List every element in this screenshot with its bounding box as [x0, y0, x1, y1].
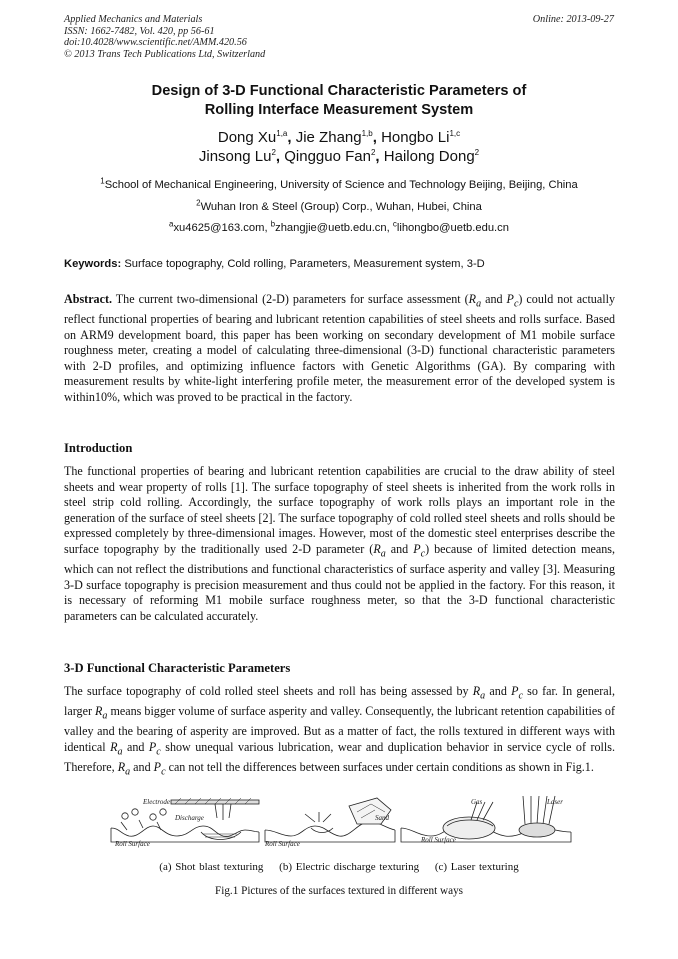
journal-doi: doi:10.4028/www.scientific.net/AMM.420.56 — [64, 37, 247, 49]
journal-copyright: © 2013 Trans Tech Publications Ltd, Switzerland — [64, 48, 266, 60]
label-roll-surface-a: Roll Surface — [115, 840, 150, 848]
journal-name: Applied Mechanics and Materials — [64, 14, 203, 25]
keywords-label: Keywords: — [64, 258, 122, 270]
author-name: Qingguo Fan — [284, 148, 371, 165]
keywords-text: Surface topography, Cold rolling, Parameters, Measurement system, 3-D — [124, 258, 485, 270]
introduction-paragraph: The functional properties of bearing and lubricant retention capabilities are crucial to the draw ability of steel sheets and wear property of rolls [1]. The surface topography of steel sheets is inherited from the work rolls in steel strip cold rolling. Accordingly, the surface topography of work rolls plays an important role in the generation of the surface of steel sheets [2]. The surface topography of cold rolled steel sheets and rolls should be expressed completely by three-dimensional images. However, most of the domestic steel enterprises describe the surface topography by the traditionally used 2-D parameter ($R_a$ and $P_c$) because of limited detection means, which can not reflect the distributions and functional characteristics of surface asperity and valley [3]. Measuring 3-D surface topography is precision measurement and thus could not be applied in the factory. For this reason, it is necessary of reforming M1 mobile surface roughness meter, so that the 3-D functional characteristic parameters can be calculated accurately. — [64, 464, 615, 623]
texturing-diagram-svg — [105, 790, 575, 852]
figure-caption: Fig.1 Pictures of the surfaces textured in different ways — [214, 885, 464, 897]
journal-header — [64, 14, 265, 60]
author-sup: 2 — [370, 148, 376, 157]
keywords — [64, 257, 616, 271]
author-sup: 1,a — [276, 129, 288, 138]
laser-spot — [519, 823, 555, 837]
label-roll-surface-c: Roll Surface — [421, 836, 456, 844]
label-roll-surface-b: Roll Surface — [265, 840, 300, 848]
journal-issn: ISSN: 1662-7482, Vol. 420, pp 56-61 — [64, 25, 215, 37]
shot-particle — [150, 814, 156, 820]
affiliation-2: $^2$Wuhan Iron & Steel (Group) Corp., Wuhan, Hubei, China — [196, 198, 482, 213]
author-sup: 1,c — [449, 129, 461, 138]
subcaption-c: (c) Laser texturing — [434, 861, 519, 873]
subcaption-a: (a) Shot blast texturing — [159, 861, 264, 873]
figure-subcaptions — [64, 861, 614, 874]
authors-line-1: Dong Xu$^{1,a}$, Jie Zhang$^{1,b}$, Hongbo Li$^{1,c}$ — [217, 129, 461, 146]
author-list — [64, 128, 614, 166]
label-laser: Laser — [547, 798, 563, 806]
email-link[interactable]: zhangjie@uetb.edu.cn — [275, 222, 387, 234]
author-name: Dong Xu — [217, 129, 277, 146]
abstract-label: Abstract. — [64, 292, 113, 306]
authors-line-2: Jinsong Lu$^2$, Qingguo Fan$^2$, Hailong Dong$^2$ — [198, 148, 480, 165]
author-sup: 2 — [474, 148, 480, 157]
author-name: Jie Zhang — [295, 129, 362, 146]
author-sup: 2 — [271, 148, 276, 157]
author-name: Jinsong Lu — [198, 148, 272, 165]
author-emails: $^a$xu4625@163.com, $^b$zhangjie@uetb.edu.cn, $^c$lihongbo@uetb.edu.cn — [169, 219, 509, 234]
shot-particle — [160, 809, 166, 815]
section-heading-3d-parameters: 3-D Functional Characteristic Parameters — [64, 661, 291, 675]
paper-title — [64, 82, 614, 120]
affiliation-1: $^1$School of Mechanical Engineering, University of Science and Technology Beijing, Beijing, China — [100, 176, 578, 191]
label-gas: Gas — [471, 798, 483, 806]
label-discharge: Discharge — [175, 814, 204, 822]
shot-particle — [132, 809, 138, 815]
author-name: Hailong Dong — [383, 148, 475, 165]
shot-particle — [122, 813, 128, 819]
author-sup: 1,b — [361, 129, 373, 138]
abstract: Abstract. The current two-dimensional (2-D) parameters for surface assessment ($R_a$ and $P_c$) could not actually reflect functional properties of bearing and lubricant retention capabilities of steel sheets and rolls surface. Based on ARM9 development board, this paper has been working on secondary development of M1 mobile surface roughness meter, creating a model of calculating three-dimensional (3-D) functional characteristic parameters with 2-D profiles, and optimizing influence factors with Genetic Algorithms (GA). By comparing with measurement results by white-light interfering profile meter, the measurement error of the developed system is within10%, which was proved to be practical in the factory. — [64, 292, 615, 404]
subcaption-b: (b) Electric discharge texturing — [279, 861, 420, 873]
title-line-1: Design of 3-D Functional Characteristic Parameters of — [151, 83, 527, 99]
email-link[interactable]: lihongbo@uetb.edu.cn — [396, 222, 509, 234]
section3-paragraph: The surface topography of cold rolled steel sheets and roll has being assessed by $R_a$ and $P_c$ so far. In general, larger $R_a$ means bigger volume of surface asperity and valley. Consequently, the lubricant retention capabilities of valley and the bearing of asperity are improved. But as a matter of fact, the rolls textured in different ways with identical $R_a$ and $P_c$ show unequal various lubrication, wear and duplication behavior in service cycle of rolls. Therefore, $R_a$ and $P_c$ can not tell the differences between surfaces under certain conditions as shown in Fig.1. — [64, 684, 616, 777]
email-link[interactable]: xu4625@163.com — [173, 222, 265, 234]
label-sand: Sand — [375, 814, 389, 822]
figure-1-texturing-diagram — [105, 790, 575, 852]
label-electrode: Electrode — [143, 798, 170, 806]
section-heading-introduction: Introduction — [64, 441, 133, 455]
title-line-2: Rolling Interface Measurement System — [204, 102, 474, 118]
online-date: Online: 2013-09-27 — [532, 14, 614, 25]
author-name: Hongbo Li — [381, 129, 450, 146]
